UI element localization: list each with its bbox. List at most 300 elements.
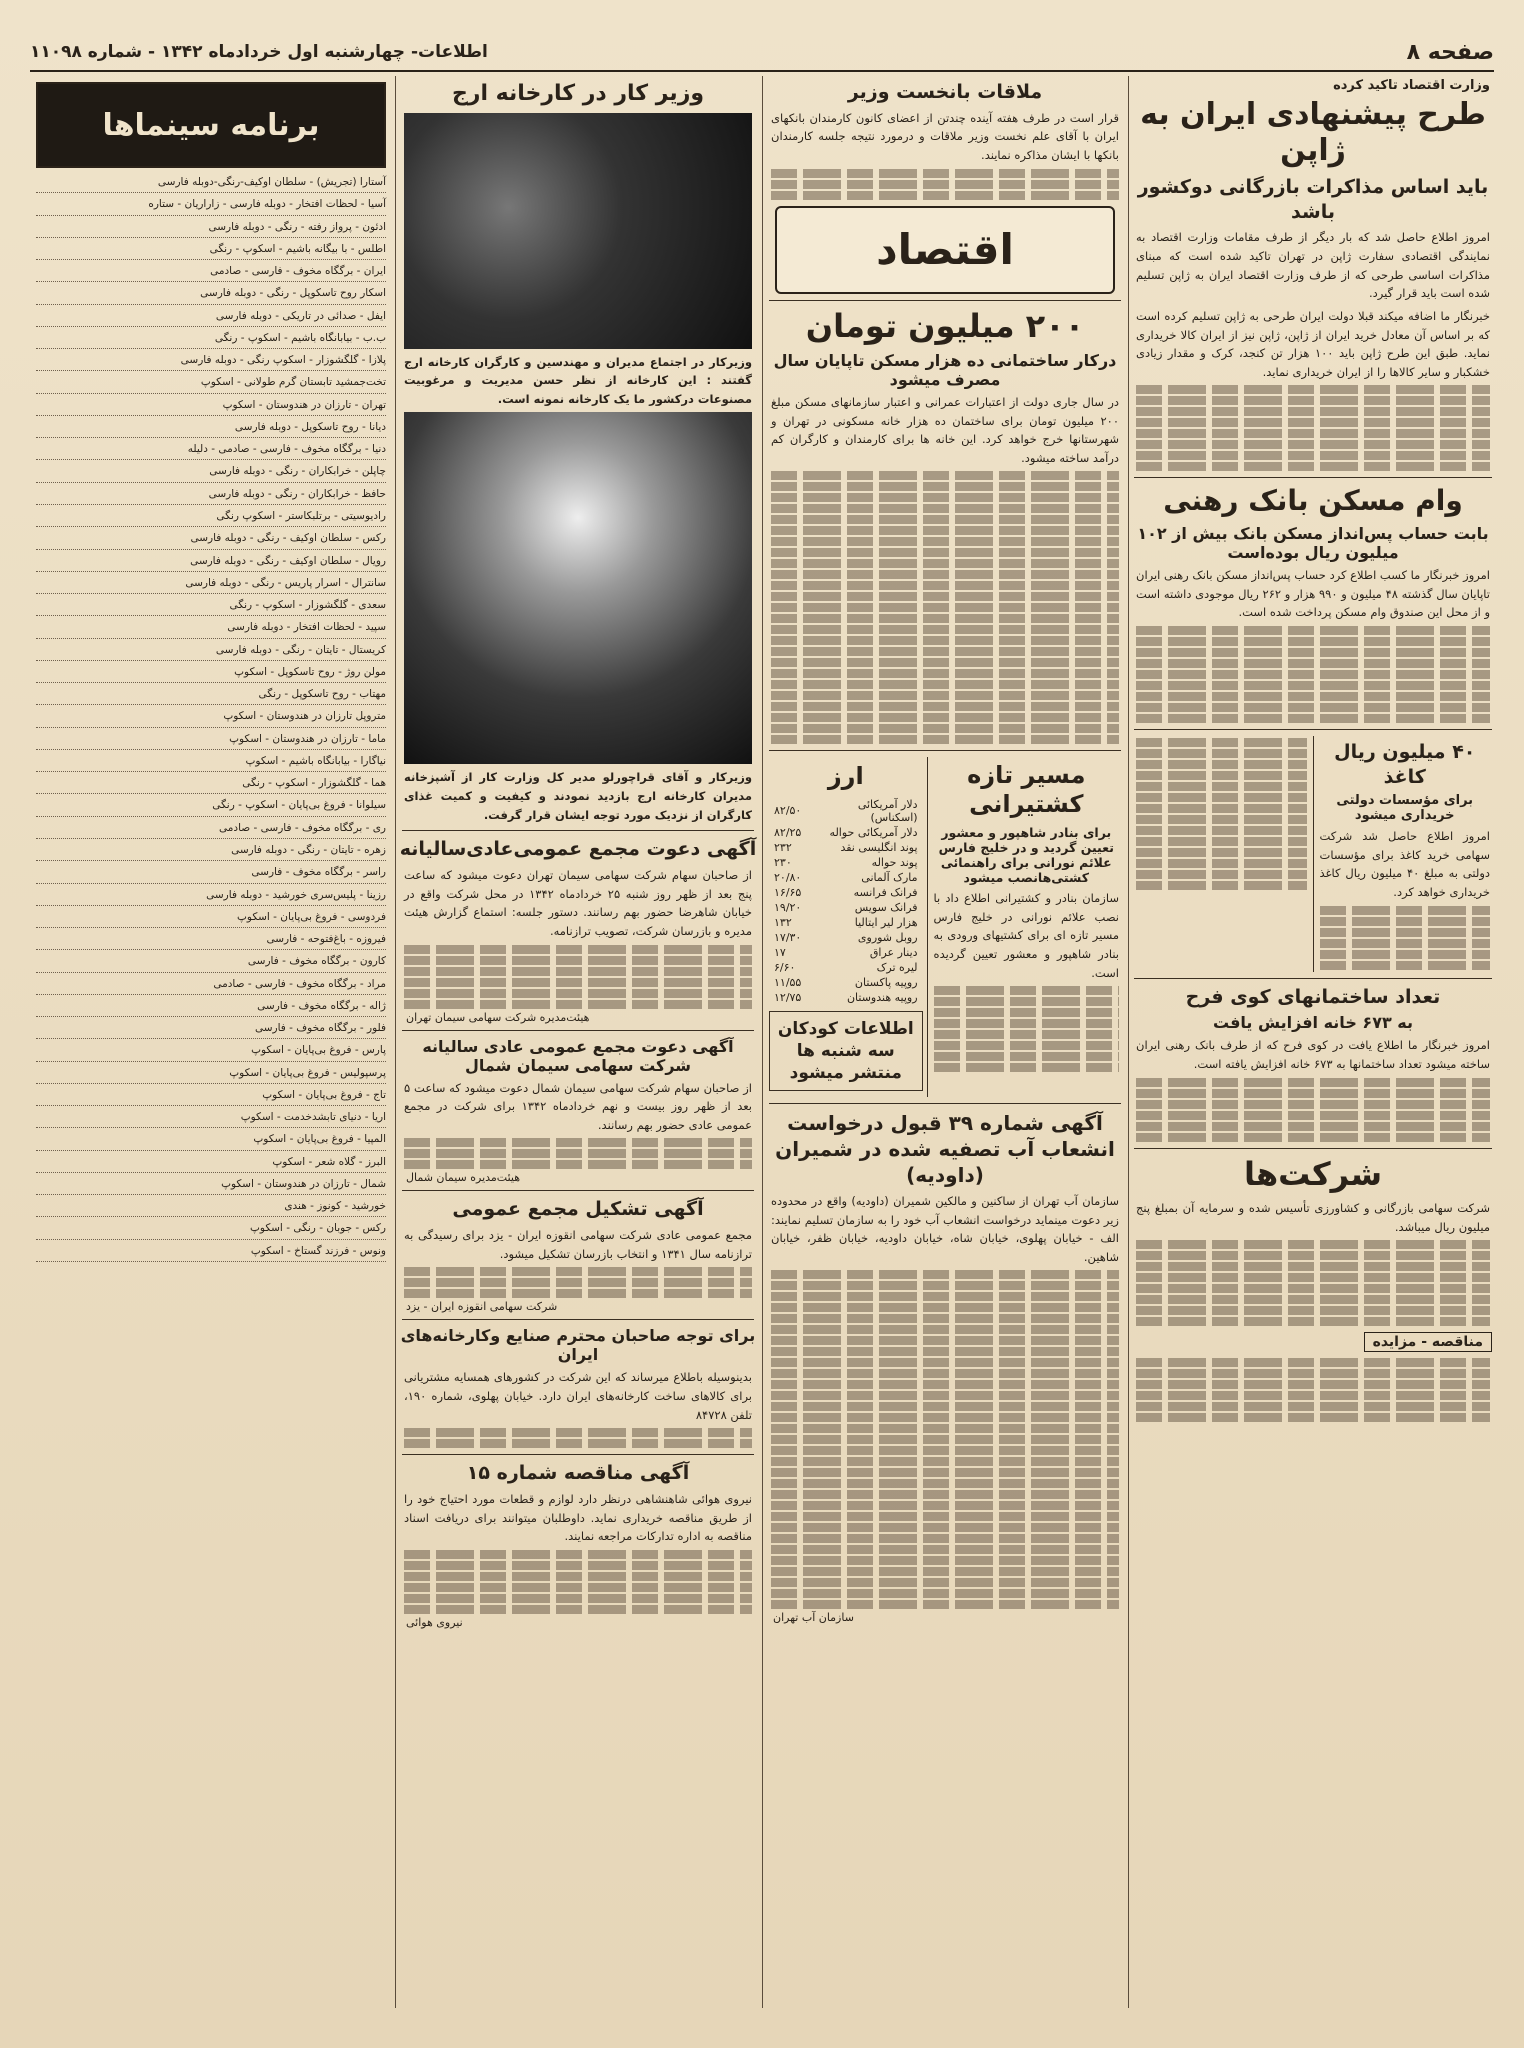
text-line	[1136, 1111, 1490, 1120]
text-line	[1136, 859, 1307, 868]
companies-headline: شرکت‌ها	[1243, 1154, 1383, 1193]
text-line	[771, 724, 1119, 733]
column-left-cinemas	[32, 76, 390, 2008]
text-line	[1320, 917, 1491, 926]
currency-value: ۸۲/۵۰	[774, 804, 802, 818]
currency-row	[771, 990, 921, 1005]
cinema-item: آسیا - لحظات افتخار - دوبله فارسی - زاراریان - ستاره	[36, 196, 386, 215]
cinema-item: ایفل - صدائی در تاریکی - دوبله فارسی	[36, 308, 386, 327]
divider	[769, 1103, 1121, 1104]
text-line	[771, 1435, 1119, 1444]
text-line	[771, 180, 1119, 189]
currency-name: لیره ترک	[876, 960, 918, 974]
cinema-item: اسکار روح تاسکوپل - رنگی - دوبله فارسی	[36, 285, 386, 304]
cinema-item: پارس - فروغ بی‌پایان - اسکوپ	[36, 1042, 386, 1061]
money-headline: ۲۰۰ میلیون تومان	[805, 306, 1085, 345]
text-line	[404, 956, 752, 965]
text-line	[1136, 659, 1490, 668]
text-line	[771, 1380, 1119, 1389]
text-line	[771, 493, 1119, 502]
text-line	[771, 1523, 1119, 1532]
currency-value: ۱۱/۵۵	[774, 975, 802, 989]
currency-name: روپیه پاکستان	[854, 975, 918, 989]
text-line	[771, 526, 1119, 535]
currency-value: ۱۲/۷۵	[774, 990, 802, 1004]
currency-name: دینار عراق	[869, 945, 918, 959]
text-line	[1136, 692, 1490, 701]
text-line	[404, 989, 752, 998]
cinema-item: سپید - لحظات افتخار - دوبله فارسی	[36, 619, 386, 638]
buildings-body: امروز خبرنگار ما اطلاع یافت در کوی فرح که از طرف بانک رهنی ایران ساخته میشود تعداد ساختمانها به ۶۷۳ خانه افزایش یافته است.	[1136, 1038, 1490, 1072]
text-line	[404, 1550, 752, 1559]
cinema-item: اطلس - با بیگانه باشیم - اسکوپ - رنگی	[36, 241, 386, 260]
text-line	[771, 1457, 1119, 1466]
text-line	[1136, 1402, 1490, 1411]
ad4-title: برای توجه صاحبان محترم صنایع وکارخانه‌های ایران	[400, 1326, 756, 1365]
divider	[769, 750, 1121, 751]
kids-title: اطلاعات کودکان سه شنبه ها منتشر میشود	[777, 1018, 914, 1083]
money-subhead: درکار ساختمانی ده هزار مسکن تاپایان سال مصرف میشود	[773, 350, 1117, 389]
text-line	[771, 548, 1119, 557]
text-line	[771, 1512, 1119, 1521]
cinema-item: حافظ - خرابکاران - رنگی - دوبله فارسی	[36, 486, 386, 505]
cinema-item: مهتاب - روح تاسکوپل - رنگی	[36, 686, 386, 705]
text-line	[771, 735, 1119, 744]
text-line	[1136, 1089, 1490, 1098]
text-line	[1136, 1122, 1490, 1131]
currency-name: مارک آلمانی	[861, 870, 918, 884]
text-line	[404, 978, 752, 987]
ad5-signature: نیروی هوائی	[406, 1615, 463, 1629]
cinema-item: رکس - جوبان - رنگی - اسکوپ	[36, 1220, 386, 1239]
cinema-item: ب.ب - بیابانگاه باشیم - اسکوپ - رنگی	[36, 330, 386, 349]
text-line	[771, 1556, 1119, 1565]
ad3-title: آگهی تشکیل مجمع عمومی	[452, 1198, 704, 1221]
text-line	[1136, 771, 1307, 780]
text-line	[404, 1138, 752, 1147]
cinema-item: ری - برگگاه مخوف - فارسی - صادمی	[36, 820, 386, 839]
route-body: سازمان بنادر و کشتیرانی اطلاع داد با نصب علائم نورانی در خلیج فارس مسیر تازه ای برای کشتیهای ورودی به بنادر شاهپور و معشور تعیین گردیده است.	[933, 891, 1119, 980]
text-line	[404, 945, 752, 954]
text-line	[771, 1303, 1119, 1312]
text-line	[771, 614, 1119, 623]
text-line	[934, 1008, 1119, 1017]
text-line	[771, 625, 1119, 634]
cinema-item: ژاله - برگگاه مخوف - فارسی	[36, 998, 386, 1017]
text-line	[1136, 749, 1307, 758]
text-line	[1136, 848, 1307, 857]
text-line	[771, 537, 1119, 546]
text-line	[771, 1424, 1119, 1433]
text-line	[771, 603, 1119, 612]
currency-row	[771, 885, 921, 900]
route-headline: مسیر تازه کشتیرانی	[967, 761, 1086, 819]
text-line	[1136, 1358, 1490, 1367]
ministers-title: ملاقات بانخست وزیر	[847, 81, 1043, 103]
loan-headline: وام مسکن بانک رهنی	[1163, 484, 1463, 518]
text-line	[1136, 637, 1490, 646]
companies-body: شرکت سهامی بازرگانی و کشاورزی تأسیس شده و سرمایه آن بمبلغ پنج میلیون ریال میباشد.	[1136, 1201, 1490, 1234]
text-line	[1136, 1273, 1490, 1282]
forty-headline: ۴۰ میلیون ریال کاغذ	[1334, 740, 1476, 788]
text-line	[1136, 1413, 1490, 1422]
text-line	[771, 581, 1119, 590]
text-line	[404, 1289, 752, 1298]
text-line	[771, 1589, 1119, 1598]
buildings-headline: تعداد ساختمانهای کوی فرح	[1185, 985, 1441, 1008]
text-line	[1136, 1369, 1490, 1378]
text-line	[1136, 738, 1307, 747]
divider	[1134, 729, 1492, 730]
ad2-signature: هیئت‌مدیره سیمان شمال	[406, 1171, 521, 1185]
text-line	[1136, 1295, 1490, 1304]
divider	[402, 830, 754, 831]
text-line	[404, 1000, 752, 1009]
ministers-body: قرار است در طرف هفته آینده چندتن از اعضای کانون کارمندان بانکهای ایران با آقای علم نخست وزیر ملاقات و درمورد نتیجه جلسه کارمندان بانکها با ایشان مذاکره نمایند.	[771, 110, 1119, 162]
cinema-item: مراد - برگگاه مخوف - فارسی - صادمی	[36, 976, 386, 995]
text-line	[1136, 396, 1490, 405]
photo2-caption: وزیرکار و آقای قراچورلو مدیر کل وزارت کار از آشپزخانه مدیران کارخانه ارج بازدید نمودند و کیفیت و کمیت غذای کارگران از نزدیک مورد توجه ایشان قرار گرفت.	[404, 770, 752, 822]
text-line	[1136, 1284, 1490, 1293]
divider	[402, 1190, 754, 1191]
text-line	[1136, 881, 1307, 890]
text-line	[1136, 870, 1307, 879]
currency-row	[771, 825, 921, 840]
text-line	[1136, 670, 1490, 679]
ad1-signature: هیئت‌مدیره شرکت سهامی سیمان تهران	[406, 1010, 590, 1024]
currency-name: فرانک سویس	[854, 900, 918, 914]
column-rule	[395, 76, 396, 2008]
ad5-title: آگهی مناقصه شماره ۱۵	[466, 1462, 690, 1485]
forty-body: امروز اطلاع حاصل شد شرکت سهامی خرید کاغذ برای مؤسسات دولتی به مبلغ ۴۰ میلیون ریال کاغذ خریداری خواهد کرد.	[1319, 829, 1491, 900]
text-line	[404, 1572, 752, 1581]
currency-row	[771, 975, 921, 990]
divider	[1134, 477, 1492, 478]
cinema-item: فیروزه - باغ‌فتوحه - فارسی	[36, 931, 386, 950]
text-line	[771, 471, 1119, 480]
text-line	[771, 1545, 1119, 1554]
water-headline: آگهی شماره ۳۹ قبول درخواست انشعاب آب تصفیه شده در شمیران (داودیه)	[775, 1110, 1115, 1187]
text-line	[1136, 407, 1490, 416]
cinema-item: راسر - برگگاه مخوف - فارسی	[36, 864, 386, 883]
currency-row	[771, 945, 921, 960]
text-line	[771, 1413, 1119, 1422]
photo-factory-crowd	[404, 113, 752, 349]
text-line	[1136, 837, 1307, 846]
forty-subhead: برای مؤسسات دولتی خریداری میشود	[1336, 793, 1474, 824]
text-line	[771, 1490, 1119, 1499]
kids-box	[769, 1011, 923, 1091]
text-line	[1136, 385, 1490, 394]
text-line	[1136, 1078, 1490, 1087]
cinema-item: ماما - تارزان در هندوستان - اسکوپ	[36, 731, 386, 750]
cinema-item: نیاگارا - بیابانگاه باشیم - اسکوپ	[36, 753, 386, 772]
kicker: وزارت اقتصاد تاکید کرده	[1333, 78, 1490, 93]
currency-table	[771, 797, 921, 1005]
cinema-item: فردوسی - فروغ بی‌پایان - اسکوپ	[36, 909, 386, 928]
text-line	[771, 647, 1119, 656]
text-line	[771, 1578, 1119, 1587]
text-line	[771, 1314, 1119, 1323]
cinema-item: دیانا - روح تاسکوپل - دوبله فارسی	[36, 419, 386, 438]
text-line	[1136, 1306, 1490, 1315]
cinema-item: البرز - گلاه شعر - اسکوپ	[36, 1154, 386, 1173]
cinema-item: چاپلن - خرابکاران - رنگی - دوبله فارسی	[36, 463, 386, 482]
cinema-item: خورشید - کونوز - هندی	[36, 1198, 386, 1217]
text-line	[1136, 1262, 1490, 1271]
text-line	[771, 1358, 1119, 1367]
photo1-caption: وزیرکار در اجتماع مدیران و مهندسین و کارگران کارخانه ارج گفتند : این کارخانه از نظر حسن مدیریت و مرغوبیت مصنوعات درکشور ما یک کارخانه نمونه است.	[404, 354, 752, 406]
text-line	[934, 1063, 1119, 1072]
japan-headline: طرح پیشنهادی ایران به ژاپن	[1140, 97, 1486, 168]
currency-value: ۱۳۲	[774, 915, 792, 929]
text-line	[1136, 826, 1307, 835]
text-line	[771, 1347, 1119, 1356]
text-line	[771, 191, 1119, 200]
currency-row	[771, 915, 921, 930]
text-line	[1136, 1380, 1490, 1389]
text-line	[771, 1325, 1119, 1334]
text-line	[404, 1583, 752, 1592]
divider	[1134, 1148, 1492, 1149]
ad1-body: از صاحبان سهام شرکت سهامی سیمان تهران دعوت میشود که ساعت پنج بعد از ظهر روز شنبه ۲۵ خردادماه ۱۳۴۲ در محل شرکت واقع در خیابان شاهرضا حضور بهم رسانند. دستور جلسه: استماع گزارش هیئت مدیره و بازرسان شرکت، تصویب ترازنامه.	[404, 868, 752, 938]
cinema-item: ادئون - پرواز رفته - رنگی - دوبله فارسی	[36, 219, 386, 238]
currency-value: ۶/۶۰	[774, 960, 796, 974]
text-line	[934, 986, 1119, 995]
cinema-item: اریا - دنیای تابشدخدمت - اسکوپ	[36, 1109, 386, 1128]
currency-value: ۲۰/۸۰	[774, 870, 802, 884]
text-line	[771, 1446, 1119, 1455]
cinema-item: کریستال - تایتان - رنگی - دوبله فارسی	[36, 642, 386, 661]
text-line	[771, 1534, 1119, 1543]
text-line	[771, 1369, 1119, 1378]
photo-title: وزیر کار در کارخانه ارج	[451, 81, 705, 106]
text-line	[771, 691, 1119, 700]
column-rule	[1128, 76, 1129, 2008]
text-line	[1136, 760, 1307, 769]
divider	[402, 1030, 754, 1031]
text-line	[771, 1468, 1119, 1477]
column-rule	[762, 76, 763, 2008]
photo-kitchen-visit	[404, 412, 752, 764]
currency-name: پوند انگلیسی نقد	[840, 840, 918, 854]
japan-subhead: باید اساس مذاکرات بازرگانی دوکشور باشد	[1137, 176, 1489, 223]
ad3-body: مجمع عمومی عادی شرکت سهامی انقوزه ایران - یزد برای رسیدگی به ترازنامه سال ۱۳۴۱ و انتخاب بازرسان تشکیل میشود.	[404, 1228, 752, 1261]
text-line	[771, 702, 1119, 711]
ad5-body: نیروی هوائی شاهنشاهی درنظر دارد لوازم و قطعات مورد احتیاج خود را از طریق مناقصه خریداری نماید. داوطلبان میتوانند برای دریافت اسناد مناقصه به اداره تدارکات مراجعه نمایند.	[404, 1491, 752, 1544]
text-line	[1136, 714, 1490, 723]
currency-name: روپیه هندوستان	[846, 990, 918, 1004]
column-center-left	[398, 76, 758, 2008]
cinema-item: رکس - سلطان اوکیف - رنگی - دوبله فارسی	[36, 530, 386, 549]
text-line	[771, 713, 1119, 722]
text-line	[771, 636, 1119, 645]
ad2-title: آگهی دعوت مجمع عمومی عادی سالیانه شرکت سهامی سیمان شمال	[422, 1036, 734, 1075]
divider	[402, 1319, 754, 1320]
cinema-item: المپیا - فروغ بی‌پایان - اسکوپ	[36, 1131, 386, 1150]
column-center-right	[765, 76, 1125, 2008]
loan-subhead: بابت حساب پس‌انداز مسکن بانک بیش از ۱۰۲ میلیون ریال بوده‌است	[1137, 523, 1489, 562]
text-line	[1136, 429, 1490, 438]
text-line	[1136, 815, 1307, 824]
text-line	[1320, 961, 1491, 970]
currency-row	[771, 855, 921, 870]
text-line	[934, 1019, 1119, 1028]
section-logo-eghtesad: اقتصاد	[775, 206, 1115, 294]
currency-title: ارز	[827, 762, 864, 791]
cinema-item: سعدی - گلگشوزار - اسکوپ - رنگی	[36, 597, 386, 616]
text-line	[1136, 804, 1307, 813]
page-header	[30, 34, 1494, 72]
cinema-item: زهره - تایتان - رنگی - دوبله فارسی	[36, 842, 386, 861]
text-line	[1320, 928, 1491, 937]
text-line	[404, 1160, 752, 1169]
text-line	[771, 1402, 1119, 1411]
text-line	[771, 1292, 1119, 1301]
text-line	[771, 169, 1119, 178]
text-line	[771, 570, 1119, 579]
currency-value: ۱۹/۲۰	[774, 900, 802, 914]
currency-value: ۲۳۲	[774, 840, 792, 854]
text-line	[771, 1336, 1119, 1345]
cinema-list	[32, 174, 390, 1262]
text-line	[404, 1278, 752, 1287]
text-line	[1136, 1251, 1490, 1260]
currency-value: ۱۷	[774, 945, 786, 959]
text-line	[934, 1030, 1119, 1039]
cinema-item: رزینا - پلیس‌سری خورشید - دوبله فارسی	[36, 887, 386, 906]
text-line	[1136, 1317, 1490, 1326]
loan-body: امروز خبرنگار ما کسب اطلاع کرد حساب پس‌انداز مسکن بانک رهنی ایران تاپایان سال گذشته ۴۸ میلیون و ۹۹۰ هزار و ۲۶۲ ریال موجودی داشته است و از محل این صندوق وام مسکن پرداخت شده است.	[1136, 567, 1490, 620]
text-line	[771, 504, 1119, 513]
water-signature: سازمان آب تهران	[773, 1611, 854, 1625]
text-line	[771, 1479, 1119, 1488]
cinema-item: سانترال - اسرار پاریس - رنگی - دوبله فارسی	[36, 575, 386, 594]
text-line	[404, 1605, 752, 1614]
japan-body-1: امروز اطلاع حاصل شد که بار دیگر از طرف مقامات وزارت اقتصاد به نمایندگی اقتصادی سفارت ژاپن در تهران تاکید شده است که مبنای مذاکرات اساسی طرحی که از طرف وزارت اقتصاد ایران به ژاپن تسلیم شده است باید قرار گیرد.	[1136, 230, 1490, 301]
text-line	[934, 997, 1119, 1006]
text-line	[1136, 703, 1490, 712]
currency-name: دلار آمریکائی حواله	[829, 825, 918, 839]
text-line	[771, 658, 1119, 667]
issue-line: اطلاعات- چهارشنبه اول خردادماه ۱۳۴۲ - شماره ۱۱۰۹۸	[30, 42, 488, 62]
text-line	[771, 1270, 1119, 1279]
cinema-item: پرسپولیس - فروغ بی‌پایان - اسکوپ	[36, 1065, 386, 1084]
text-line	[404, 1149, 752, 1158]
tender-tag: مناقصه - مزایده	[1364, 1332, 1492, 1352]
cinema-item: دنیا - برگگاه مخوف - فارسی - صادمی - دلیله	[36, 441, 386, 460]
text-line	[1136, 648, 1490, 657]
buildings-subhead: به ۶۷۳ خانه افزایش یافت	[1213, 1013, 1413, 1033]
text-line	[771, 559, 1119, 568]
text-line	[771, 515, 1119, 524]
page-number: صفحه ۸	[1406, 39, 1494, 65]
text-line	[771, 1600, 1119, 1609]
cinema-item: تخت‌جمشید تابستان گرم طولانی - اسکوپ	[36, 374, 386, 393]
currency-row	[771, 870, 921, 885]
cinema-item: سیلوانا - فروغ بی‌پایان - اسکوپ - رنگی	[36, 797, 386, 816]
text-line	[1136, 1240, 1490, 1249]
cinema-item: فلور - برگگاه مخوف - فارسی	[36, 1020, 386, 1039]
text-line	[404, 1267, 752, 1276]
currency-row	[771, 840, 921, 855]
route-subhead: برای بنادر شاهپور و معشور تعیین گردید و در خلیج فارس علائم نورانی برای راهنمائی کشتی‌هانصب میشود	[938, 825, 1114, 886]
currency-name: دلار آمریکائی (اسکناس)	[857, 797, 918, 824]
text-line	[404, 1561, 752, 1570]
cinema-item: تهران - تارزان در هندوستان - اسکوپ	[36, 397, 386, 416]
currency-value: ۱۶/۶۵	[774, 885, 802, 899]
text-line	[404, 1439, 752, 1448]
divider	[1134, 978, 1492, 979]
text-line	[1136, 681, 1490, 690]
cinema-item: مولن روژ - روح تاسکوپل - اسکوپ	[36, 664, 386, 683]
currency-row	[771, 797, 921, 825]
currency-row	[771, 960, 921, 975]
ad1-title: آگهی دعوت مجمع عمومی‌عادی‌سالیانه	[399, 838, 757, 861]
currency-name: پوند حواله	[871, 855, 918, 869]
currency-row	[771, 930, 921, 945]
text-line	[1136, 793, 1307, 802]
currency-name: فرانک فرانسه	[853, 885, 918, 899]
money-body: در سال جاری دولت از اعتبارات عمرانی و اعتبار سازمانهای مسکن مبلغ ۲۰۰ میلیون تومان برای ساختمان ده هزار خانه مسکونی در تهران و شهرستانها خرج خواهد کرد. این خانه ها برای کارمندان و کارگران کم درآمد ساخته میشود.	[771, 394, 1119, 465]
text-line	[934, 1052, 1119, 1061]
japan-body-2: خبرنگار ما اضافه میکند قبلا دولت ایران طرحی به ژاپن تسلیم کرده است که بر اساس آن معادل خرید ایران از ژاپن، ژاپن نیز از ایران کالا خریداری نماید. طبق این طرح ژاپن باید ۱۰۰ هزار تن کنجد، کرک و مقدار زیادی خشکبار و سایر کالاها را از ایران خریداری نماید.	[1136, 308, 1490, 379]
divider	[769, 300, 1121, 301]
text-line	[1136, 440, 1490, 449]
text-line	[771, 669, 1119, 678]
text-line	[771, 680, 1119, 689]
currency-row	[771, 900, 921, 915]
text-line	[404, 967, 752, 976]
text-line	[1320, 939, 1491, 948]
divider	[402, 1454, 754, 1455]
cinema-item: رادیوسیتی - برتلبکاستر - اسکوپ رنگی	[36, 508, 386, 527]
text-line	[1136, 1100, 1490, 1109]
currency-value: ۸۲/۲۵	[774, 825, 802, 839]
cinema-item: ایران - برگگاه مخوف - فارسی - صادمی	[36, 263, 386, 282]
text-line	[1136, 462, 1490, 471]
text-line	[771, 1281, 1119, 1290]
cinema-item: پلازا - گلگشوزار - اسکوپ رنگی - دوبله فارسی	[36, 352, 386, 371]
text-line	[1136, 626, 1490, 635]
text-line	[771, 482, 1119, 491]
cinema-item: ونوس - فرزند گستاخ - اسکوپ	[36, 1243, 386, 1262]
column-right	[1130, 76, 1496, 2008]
text-line	[771, 1391, 1119, 1400]
currency-name: هزار لیر ایتالیا	[854, 915, 918, 929]
ad2-body: از صاحبان سهام شرکت سهامی سیمان شمال دعوت میشود که ساعت ۵ بعد از ظهر روز بیست و نهم خردادماه ۱۳۴۲ برای شرکت در مجمع عمومی عادی حضور بهم رسانند.	[404, 1080, 753, 1132]
text-line	[771, 1501, 1119, 1510]
ad3-signature: شرکت سهامی انقوزه ایران - یزد	[406, 1300, 558, 1314]
cinema-item: شمال - تارزان در هندوستان - اسکوپ	[36, 1176, 386, 1195]
text-line	[1320, 906, 1491, 915]
text-line	[1320, 950, 1491, 959]
cinema-item: تاج - فروغ بی‌پایان - اسکوپ	[36, 1087, 386, 1106]
text-line	[934, 1041, 1119, 1050]
text-line	[771, 1567, 1119, 1576]
ad4-body: بدینوسیله باطلاع میرساند که این شرکت در کشورهای همسایه مشتریانی برای کالاهای ساخت کارخانه‌های ایران دارد. خیابان پهلوی، شماره ۱۹۰، تلفن ۸۴۷۲۸	[404, 1370, 752, 1422]
cinema-item: آستارا (تجریش) - سلطان اوکیف-رنگی-دوبله فارسی	[36, 174, 386, 193]
water-body: سازمان آب تهران از ساکنین و مالکین شمیران (داودیه) واقع در محدوده زیر دعوت مینماید درخواست انشعاب آب خود را به سازمان تسلیم نمایند: الف - خیابان پهلوی، خیابان شاه، خیابان داودیه، خیابان ظفر، خیابان شاهین.	[771, 1193, 1119, 1264]
cinema-item: رویال - سلطان اوکیف - رنگی - دوبله فارسی	[36, 553, 386, 572]
currency-value: ۲۳۰	[774, 855, 792, 869]
currency-value: ۱۷/۳۰	[774, 930, 802, 944]
text-line	[404, 1594, 752, 1603]
text-line	[404, 1428, 752, 1437]
text-line	[1136, 782, 1307, 791]
cinema-item: متروپل تارزان در هندوستان - اسکوپ	[36, 708, 386, 727]
cinema-item: هما - گلگشوزار - اسکوپ - رنگی	[36, 775, 386, 794]
